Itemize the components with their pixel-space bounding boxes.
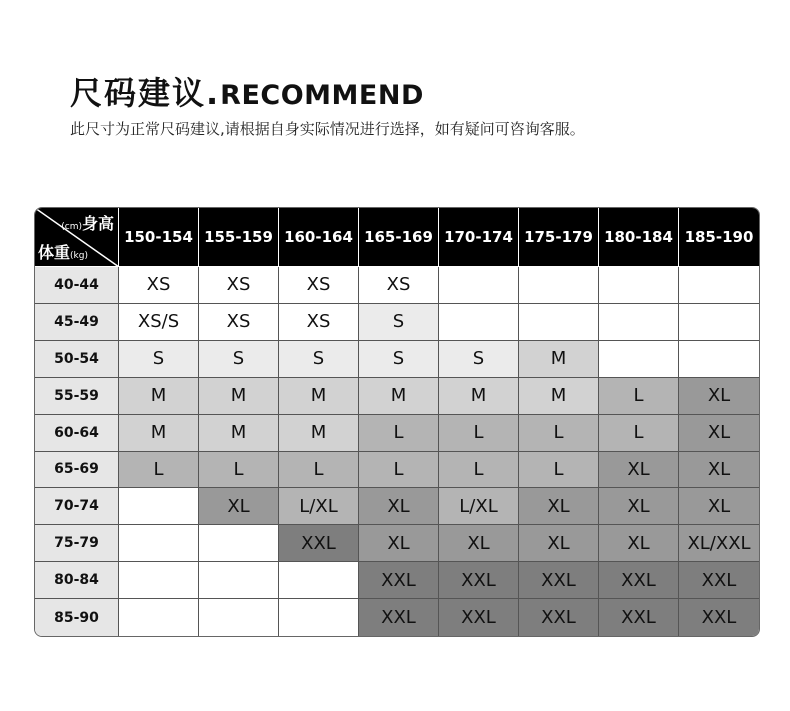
size-cell: XXL <box>519 599 599 636</box>
size-cell <box>279 599 359 636</box>
title-chinese: 尺码建议. <box>70 74 221 112</box>
size-cell: XS/S <box>119 304 199 341</box>
size-cell: XL <box>199 488 279 525</box>
page-title <box>70 74 424 115</box>
row-header: 80-84 <box>35 562 119 599</box>
size-cell: XL <box>599 452 679 489</box>
size-cell: M <box>199 415 279 452</box>
size-cell: XL <box>679 488 759 525</box>
size-cell: L <box>439 415 519 452</box>
row-header: 40-44 <box>35 267 119 304</box>
size-cell: L <box>519 415 599 452</box>
size-cell: XL <box>599 488 679 525</box>
size-cell <box>199 525 279 562</box>
size-chart-table <box>34 207 760 637</box>
size-cell: S <box>439 341 519 378</box>
size-cell: M <box>359 378 439 415</box>
size-cell: XXL <box>679 599 759 636</box>
size-cell: XL <box>359 525 439 562</box>
column-header: 180-184 <box>599 208 679 267</box>
size-cell: L <box>599 378 679 415</box>
size-cell: XS <box>199 267 279 304</box>
size-cell: XXL <box>359 562 439 599</box>
column-header: 165-169 <box>359 208 439 267</box>
size-cell: XL <box>679 415 759 452</box>
size-cell: L/XL <box>439 488 519 525</box>
size-cell: XXL <box>519 562 599 599</box>
size-cell: M <box>119 378 199 415</box>
size-cell <box>439 304 519 341</box>
size-cell: M <box>519 378 599 415</box>
size-cell: L <box>119 452 199 489</box>
size-cell: XS <box>199 304 279 341</box>
size-cell: M <box>279 415 359 452</box>
size-cell: XL <box>679 378 759 415</box>
size-cell: S <box>279 341 359 378</box>
size-cell <box>119 525 199 562</box>
size-cell: L <box>519 452 599 489</box>
size-cell: L/XL <box>279 488 359 525</box>
size-cell: M <box>439 378 519 415</box>
size-cell: S <box>119 341 199 378</box>
size-cell <box>119 599 199 636</box>
size-cell <box>599 267 679 304</box>
size-cell: XXL <box>359 599 439 636</box>
size-cell: XS <box>279 304 359 341</box>
size-cell: XL <box>359 488 439 525</box>
size-cell: M <box>279 378 359 415</box>
size-cell <box>519 304 599 341</box>
size-cell: XL <box>599 525 679 562</box>
row-header: 45-49 <box>35 304 119 341</box>
size-cell: XS <box>119 267 199 304</box>
size-cell: S <box>199 341 279 378</box>
height-label: 身高 <box>81 214 114 233</box>
size-cell: XXL <box>439 599 519 636</box>
size-cell <box>199 599 279 636</box>
size-cell <box>199 562 279 599</box>
size-cell <box>679 267 759 304</box>
row-header: 85-90 <box>35 599 119 636</box>
size-cell <box>519 267 599 304</box>
row-header: 75-79 <box>35 525 119 562</box>
row-header: 55-59 <box>35 378 119 415</box>
weight-axis-label <box>38 240 88 263</box>
size-cell: L <box>599 415 679 452</box>
size-cell: XXL <box>599 562 679 599</box>
size-cell: XL <box>519 488 599 525</box>
size-cell: XXL <box>599 599 679 636</box>
size-cell: XL <box>439 525 519 562</box>
column-header: 150-154 <box>119 208 199 267</box>
size-cell <box>599 341 679 378</box>
row-header: 70-74 <box>35 488 119 525</box>
size-cell: S <box>359 304 439 341</box>
size-cell: L <box>279 452 359 489</box>
size-cell: M <box>519 341 599 378</box>
row-header: 60-64 <box>35 415 119 452</box>
page-subtitle: 此尺寸为正常尺码建议,请根据自身实际情况进行选择，如有疑问可咨询客服。 <box>70 120 585 138</box>
size-cell: L <box>359 452 439 489</box>
size-cell <box>279 562 359 599</box>
title-english: RECOMMEND <box>220 80 424 111</box>
size-cell: XXL <box>439 562 519 599</box>
weight-label: 体重 <box>38 243 71 262</box>
size-cell: XS <box>359 267 439 304</box>
size-cell: XXL <box>279 525 359 562</box>
size-cell: S <box>359 341 439 378</box>
size-cell <box>119 562 199 599</box>
size-cell <box>439 267 519 304</box>
size-cell: XL <box>679 452 759 489</box>
column-header: 170-174 <box>439 208 519 267</box>
size-cell <box>599 304 679 341</box>
column-header: 155-159 <box>199 208 279 267</box>
height-unit: (cm) <box>61 222 82 232</box>
size-cell: M <box>119 415 199 452</box>
size-cell: XXL <box>679 562 759 599</box>
size-cell: L <box>199 452 279 489</box>
size-cell <box>679 341 759 378</box>
size-cell: XL <box>519 525 599 562</box>
column-header: 160-164 <box>279 208 359 267</box>
row-header: 50-54 <box>35 341 119 378</box>
size-cell: L <box>439 452 519 489</box>
size-cell: XS <box>279 267 359 304</box>
size-cell: L <box>359 415 439 452</box>
size-cell: M <box>199 378 279 415</box>
size-cell: XL/XXL <box>679 525 759 562</box>
weight-unit: (kg) <box>70 251 88 261</box>
size-cell <box>679 304 759 341</box>
column-header: 185-190 <box>679 208 759 267</box>
size-cell <box>119 488 199 525</box>
row-header: 65-69 <box>35 452 119 489</box>
height-axis-label <box>61 211 114 234</box>
table-corner-header <box>35 208 119 267</box>
column-header: 175-179 <box>519 208 599 267</box>
